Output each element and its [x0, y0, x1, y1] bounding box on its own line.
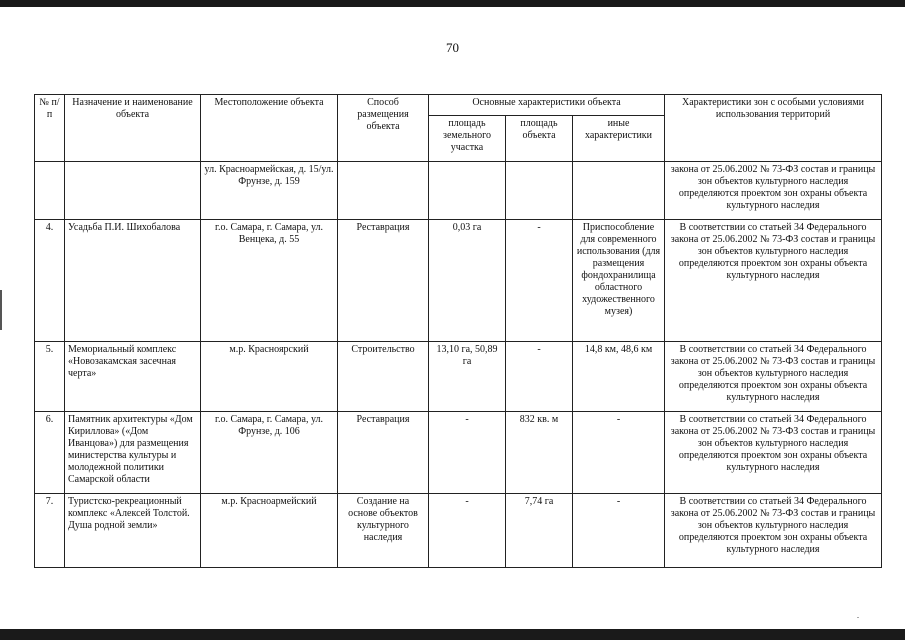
- row-method: Строительство: [338, 342, 429, 412]
- row-land-area: 0,03 га: [429, 220, 506, 342]
- row-location: г.о. Самара, г. Самара, ул. Венцека, д. 55: [201, 220, 338, 342]
- row-land-area: -: [429, 494, 506, 568]
- row-other: Приспособление для современного использования (для размещения фондохранилища областного художественного музея): [573, 220, 665, 342]
- row-zones: В соответствии со статьей 34 Федерального закона от 25.06.2002 № 73-ФЗ состав и границы зон объектов культурного наследия определяются проектом зон охраны объекта культурного наследия: [665, 342, 882, 412]
- row-name: [65, 162, 201, 220]
- bottom-scan-border: [0, 629, 905, 640]
- header-num: № п/п: [35, 95, 65, 162]
- row-name: Туристско-рекреационный комплекс «Алексей Толстой. Душа родной земли»: [65, 494, 201, 568]
- header-zones: Характеристики зон с особыми условиями использования территорий: [665, 95, 882, 162]
- row-method: [338, 162, 429, 220]
- row-other: 14,8 км, 48,6 км: [573, 342, 665, 412]
- row-other: [573, 162, 665, 220]
- corner-mark: .: [857, 611, 859, 620]
- row-object-area: -: [506, 220, 573, 342]
- top-scan-border: [0, 0, 905, 7]
- row-num: [35, 162, 65, 220]
- row-other: -: [573, 494, 665, 568]
- row-zones: закона от 25.06.2002 № 73-ФЗ состав и границы зон объектов культурного наследия определяются проектом зон охраны объекта культурного наследия: [665, 162, 882, 220]
- header-other: иные характеристики: [573, 116, 665, 162]
- table-row: [35, 494, 882, 568]
- objects-table: [34, 94, 882, 568]
- header-name: Назначение и наименование объекта: [65, 95, 201, 162]
- row-location: г.о. Самара, г. Самара, ул. Фрунзе, д. 106: [201, 412, 338, 494]
- row-location: м.р. Красноярский: [201, 342, 338, 412]
- row-zones: В соответствии со статьей 34 Федерального закона от 25.06.2002 № 73-ФЗ состав и границы зон объектов культурного наследия определяются проектом зон охраны объекта культурного наследия: [665, 494, 882, 568]
- row-num: 7.: [35, 494, 65, 568]
- table-row: [35, 412, 882, 494]
- row-method: Реставрация: [338, 412, 429, 494]
- row-location: м.р. Красноармейский: [201, 494, 338, 568]
- left-scan-mark: [0, 290, 2, 330]
- page-number: 70: [446, 40, 459, 55]
- table-row: [35, 162, 882, 220]
- header-method: Способ размещения объекта: [338, 95, 429, 162]
- row-object-area: 832 кв. м: [506, 412, 573, 494]
- row-zones: В соответствии со статьей 34 Федерального закона от 25.06.2002 № 73-ФЗ состав и границы зон объектов культурного наследия определяются проектом зон охраны объекта культурного наследия: [665, 412, 882, 494]
- row-num: 5.: [35, 342, 65, 412]
- row-location: ул. Красноармейская, д. 15/ул. Фрунзе, д. 159: [201, 162, 338, 220]
- header-main-characteristics: Основные характеристики объекта: [429, 95, 665, 116]
- row-land-area: 13,10 га, 50,89 га: [429, 342, 506, 412]
- row-other: -: [573, 412, 665, 494]
- row-object-area: 7,74 га: [506, 494, 573, 568]
- row-name: Мемориальный комплекс «Новозакамская засечная черта»: [65, 342, 201, 412]
- row-num: 6.: [35, 412, 65, 494]
- row-method: Создание на основе объектов культурного наследия: [338, 494, 429, 568]
- header-location: Местоположение объекта: [201, 95, 338, 162]
- row-object-area: [506, 162, 573, 220]
- row-num: 4.: [35, 220, 65, 342]
- header-object-area: площадь объекта: [506, 116, 573, 162]
- table-row: [35, 220, 882, 342]
- row-land-area: [429, 162, 506, 220]
- row-object-area: -: [506, 342, 573, 412]
- row-land-area: -: [429, 412, 506, 494]
- header-land-area: площадь земельного участка: [429, 116, 506, 162]
- row-name: Усадьба П.И. Шихобалова: [65, 220, 201, 342]
- row-zones: В соответствии со статьей 34 Федерального закона от 25.06.2002 № 73-ФЗ состав и границы зон объектов культурного наследия определяются проектом зон охраны объекта культурного наследия: [665, 220, 882, 342]
- row-method: Реставрация: [338, 220, 429, 342]
- row-name: Памятник архитектуры «Дом Кириллова» («Дом Иванцова») для размещения министерства культуры и молодежной политики Самарской области: [65, 412, 201, 494]
- table-row: [35, 342, 882, 412]
